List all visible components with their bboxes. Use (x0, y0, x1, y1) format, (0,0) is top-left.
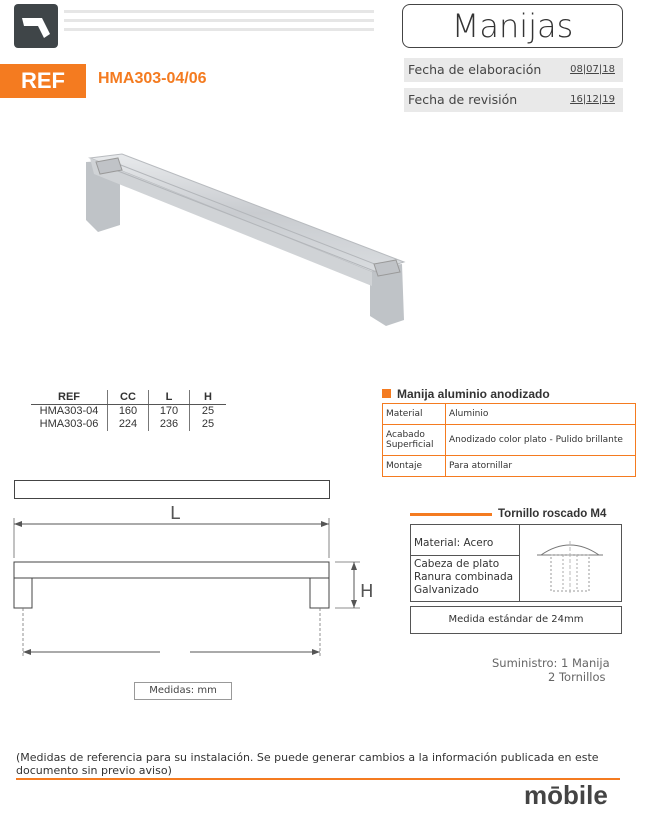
ref-label: REF (0, 64, 86, 98)
finish-value: Anodizado color plato - Pulido brillante (446, 425, 636, 456)
length-label: L (170, 503, 181, 524)
table-cell: 160 (108, 405, 149, 419)
table-row (383, 425, 636, 456)
table-cell: 25 (190, 418, 227, 431)
footer-disclaimer: (Medidas de referencia para su instalación. Se puede generar cambios a la información publicada en este documento sin previo aviso) (16, 751, 599, 777)
table-row (31, 418, 226, 431)
table-row (383, 456, 636, 477)
mounting-value: Para atornillar (446, 456, 636, 477)
screw-divider (411, 555, 519, 556)
date-revision (404, 88, 623, 112)
product-image (60, 140, 430, 340)
table-cell: 224 (108, 418, 149, 431)
screw-title: Tornillo roscado M4 (498, 508, 607, 520)
screw-spec-box (410, 524, 622, 602)
screw-spec-item: Cabeza de plato (414, 558, 500, 570)
screw-text-column (411, 525, 520, 601)
screw-drawing-icon (523, 531, 617, 595)
column-header: REF (31, 390, 108, 405)
column-header: L (149, 390, 190, 405)
side-view-drawing (10, 500, 390, 665)
date-revision-value: 16|12|19 (570, 94, 615, 105)
table-row (31, 405, 226, 419)
table-row (383, 404, 636, 425)
material-value: Aluminio (446, 404, 636, 425)
screw-material: Material: Acero (414, 537, 494, 549)
units-label: Medidas: mm (134, 682, 232, 700)
materials-table (382, 403, 636, 477)
supply-line-2: 2 Tornillos (548, 670, 606, 684)
table-header-row (31, 390, 226, 405)
date-elaboration-label: Fecha de elaboración (408, 62, 542, 77)
table-cell: 236 (149, 418, 190, 431)
screw-title-line (410, 513, 492, 516)
orange-square-icon (382, 389, 391, 398)
mounting-label: Montaje (383, 456, 446, 477)
ref-code: HMA303-04/06 (98, 70, 207, 87)
column-header: CC (108, 390, 149, 405)
category-logo-icon (14, 4, 58, 48)
material-label: Material (383, 404, 446, 425)
brand-logo: mōbile (524, 780, 608, 810)
table-cell: 25 (190, 405, 227, 419)
screw-specs (414, 558, 513, 597)
materials-title (382, 387, 550, 401)
header-stripes (64, 10, 374, 38)
dimensions-table (31, 390, 226, 431)
screw-spec-item: Galvanizado (414, 584, 479, 596)
date-elaboration-value: 08|07|18 (570, 64, 615, 75)
page-title: Manijas (402, 4, 623, 48)
table-cell: HMA303-06 (39, 418, 99, 430)
supply-info (492, 656, 610, 684)
column-header: H (190, 390, 227, 405)
finish-label: Acabado Superficial (383, 425, 446, 456)
screw-spec-item: Ranura combinada (414, 571, 514, 583)
materials-title-text: Manija aluminio anodizado (397, 387, 550, 401)
table-cell: 170 (149, 405, 190, 419)
table-cell: HMA303-04 (39, 405, 99, 417)
date-revision-label: Fecha de revisión (408, 92, 518, 107)
date-elaboration (404, 58, 623, 82)
top-view-drawing (14, 480, 330, 499)
standard-length: Medida estándar de 24mm (410, 606, 622, 634)
supply-line-1: Suministro: 1 Manija (492, 656, 610, 670)
height-label: H (360, 581, 374, 602)
